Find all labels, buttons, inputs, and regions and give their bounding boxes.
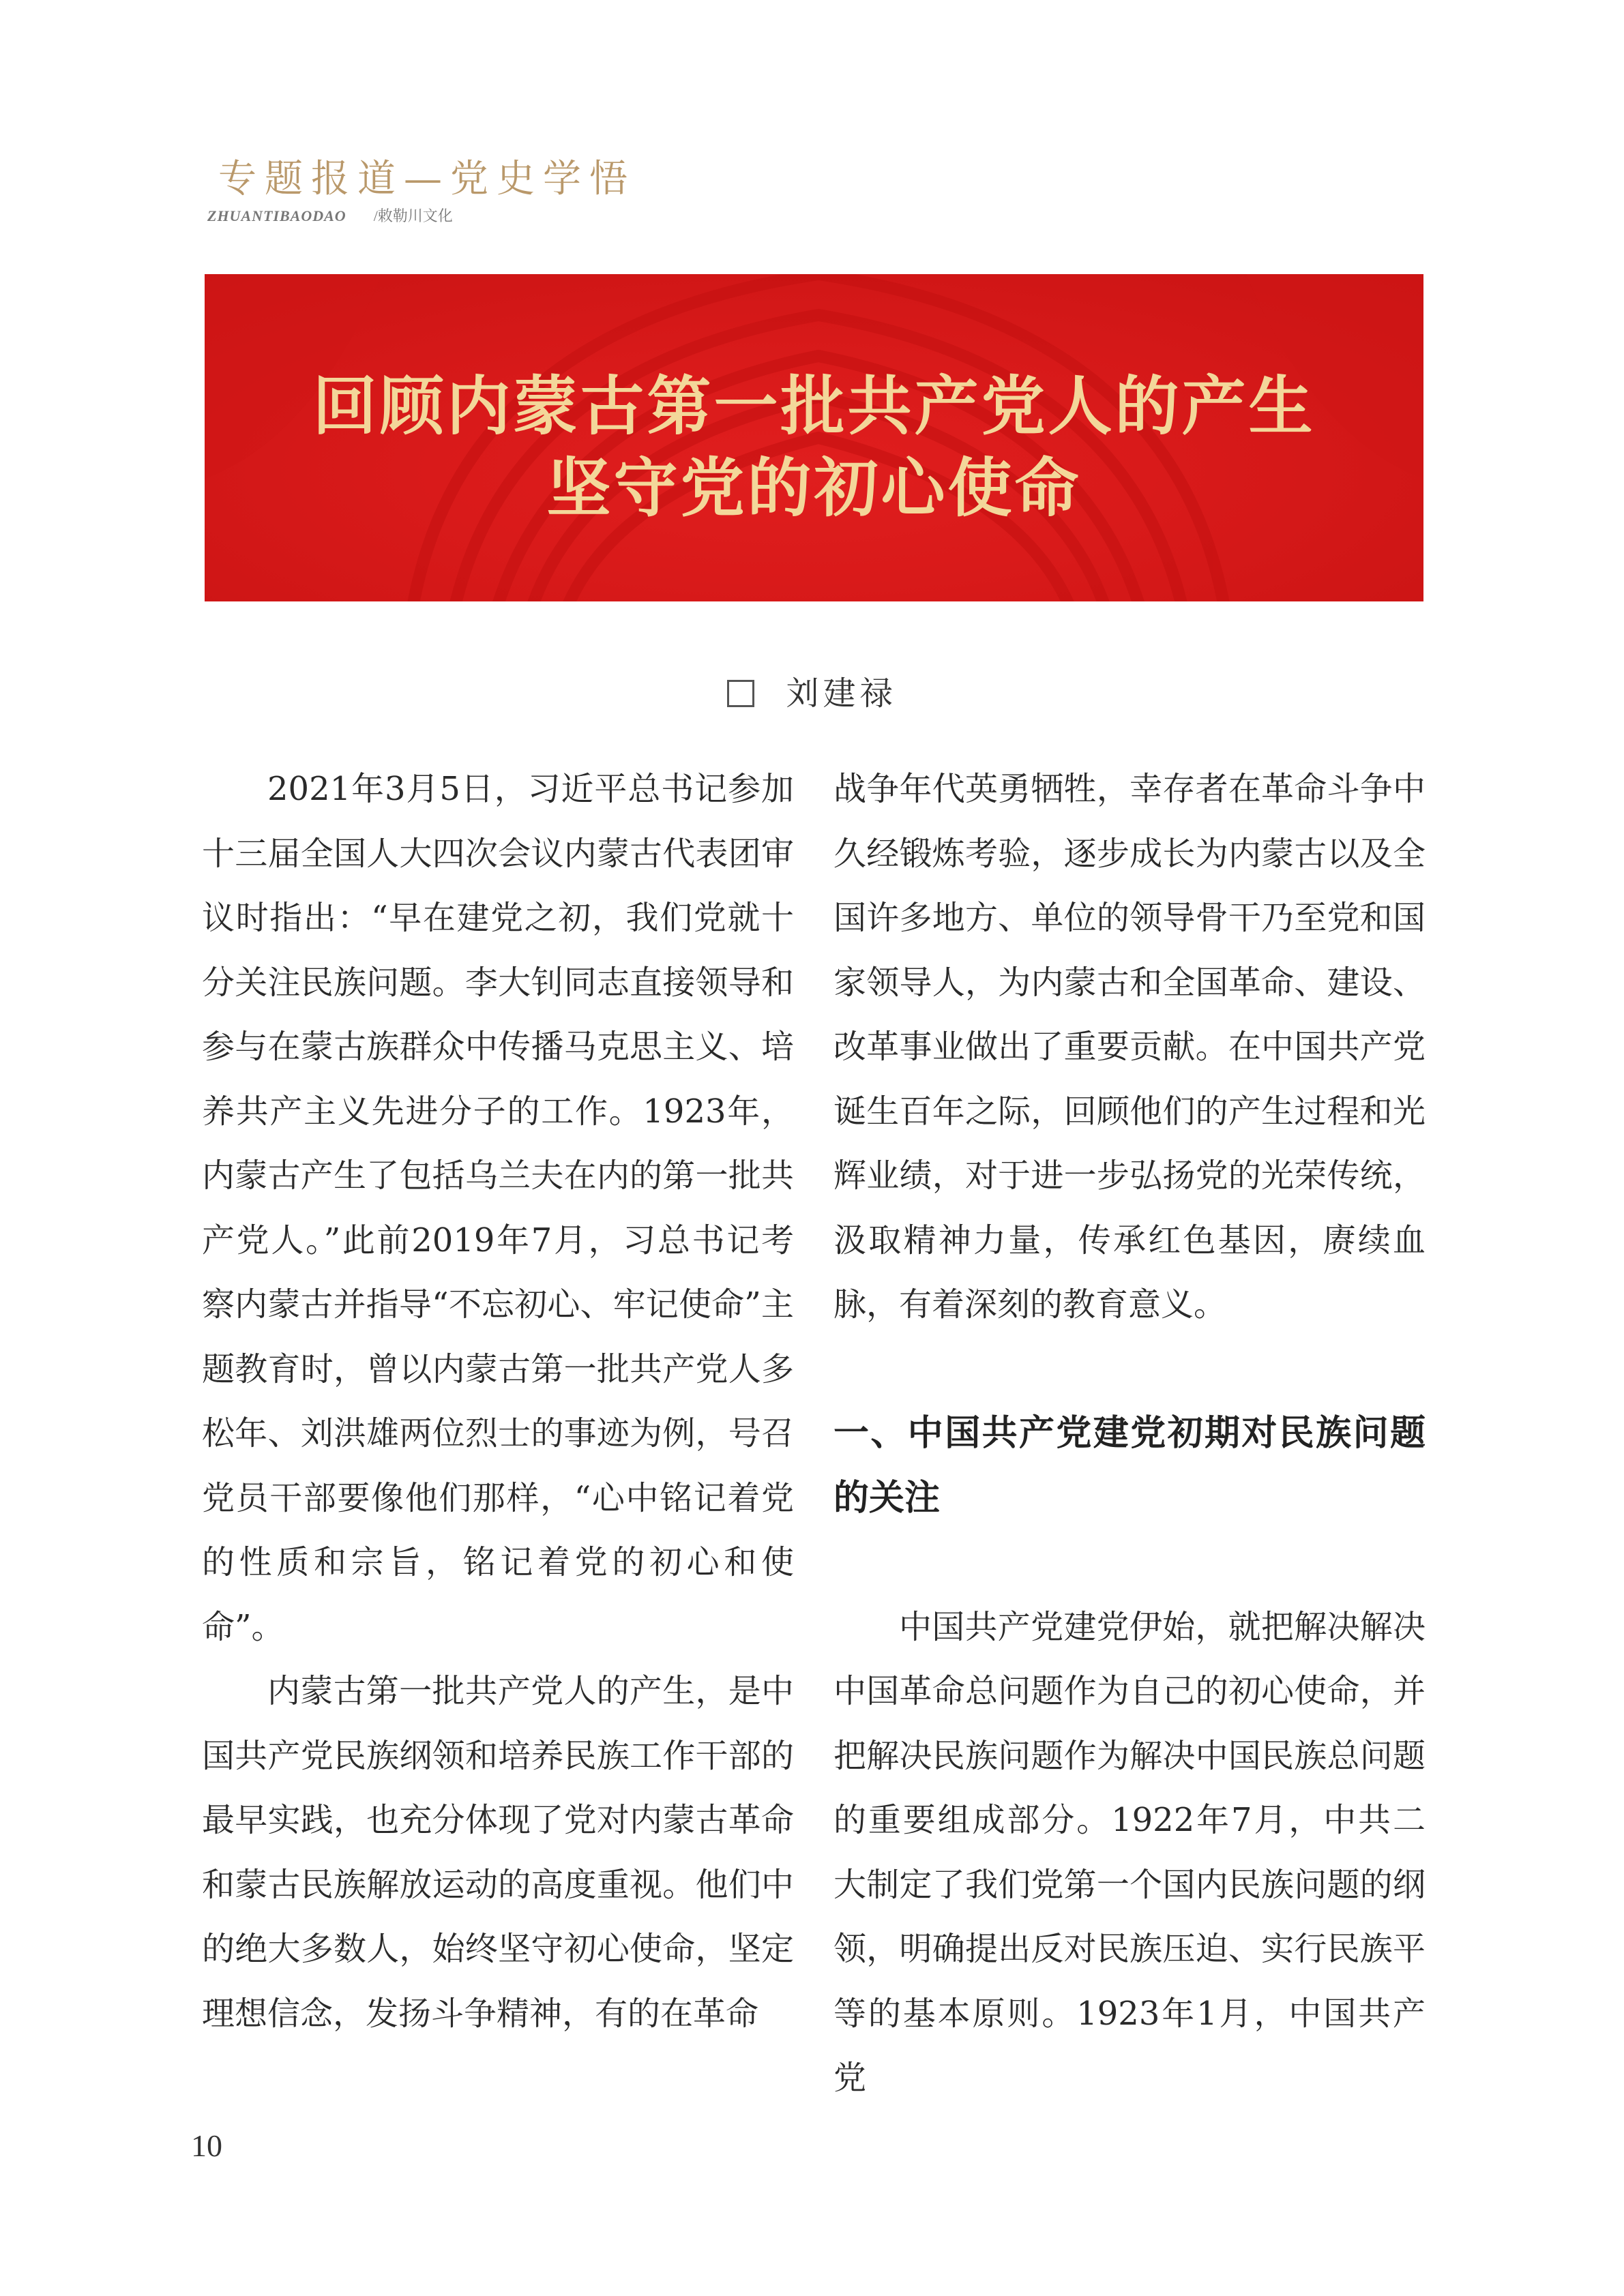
left-column bbox=[202, 757, 794, 2046]
header-brand: /敕勒川文化 bbox=[373, 207, 453, 224]
spacer bbox=[833, 1530, 1426, 1595]
header-subtitle bbox=[207, 205, 453, 226]
title-banner bbox=[205, 274, 1423, 601]
header-section-title: 专题报道—党史学悟 bbox=[218, 157, 636, 201]
section-heading: 一、中国共产党建党初期对民族问题的关注 bbox=[833, 1413, 1426, 1519]
article-title-line-1: 回顾内蒙古第一批共产党人的产生 bbox=[312, 370, 1316, 444]
right-column bbox=[833, 757, 1426, 2111]
article-title-line-2: 坚守党的初心使命 bbox=[546, 451, 1082, 526]
byline bbox=[0, 667, 1624, 714]
spacer bbox=[833, 1337, 1426, 1402]
page-number: 10 bbox=[191, 2128, 222, 2163]
right-paragraph-1: 战争年代英勇牺牲，幸存者在革命斗争中久经锻炼考验，逐步成长为内蒙古以及全国许多地方、单位的领导骨干乃至党和国家领导人，为内蒙古和全国革命、建设、改革事业做出了重要贡献。在中国共产党诞生百年之际，回顾他们的产生过程和光辉业绩，对于进一步弘扬党的光荣传统，汲取精神力量，传承红色基因，赓续血脉，有着深刻的教育意义。 bbox=[833, 770, 1426, 1324]
left-paragraph-2: 内蒙古第一批共产党人的产生，是中国共产党民族纲领和培养民族工作干部的最早实践，也充分体现了党对内蒙古革命和蒙古民族解放运动的高度重视。他们中的绝大多数人，始终坚守初心使命，坚定理想信念，发扬斗争精神，有的在革命 bbox=[202, 1672, 794, 2033]
header-pinyin: ZHUANTIBAODAO bbox=[207, 207, 346, 224]
author-name: 刘建禄 bbox=[786, 674, 897, 713]
left-paragraph-1: 2021年3月5日，习近平总书记参加十三届全国人大四次会议内蒙古代表团审议时指出：“早在建党之初，我们党就十分关注民族问题。李大钊同志直接领导和参与在蒙古族群众中传播马克思主义、培养共产主义先进分子的工作。1923年，内蒙古产生了包括乌兰夫在内的第一批共产党人。”此前2019年7月，习总书记考察内蒙古并指导“不忘初心、牢记使命”主题教育时，曾以内蒙古第一批共产党人多松年、刘洪雄两位烈士的事迹为例，号召党员干部要像他们那样，“心中铭记着党的性质和宗旨，铭记着党的初心和使命”。 bbox=[202, 770, 794, 1646]
square-icon bbox=[727, 680, 754, 707]
right-paragraph-2: 中国共产党建党伊始，就把解决解决中国革命总问题作为自己的初心使命，并把解决民族问题作为解决中国民族总问题的重要组成部分。1922年7月，中共二大制定了我们党第一个国内民族问题的纲领，明确提出反对民族压迫、实行民族平等的基本原则。1923年1月，中国共产党 bbox=[833, 1607, 1426, 2097]
